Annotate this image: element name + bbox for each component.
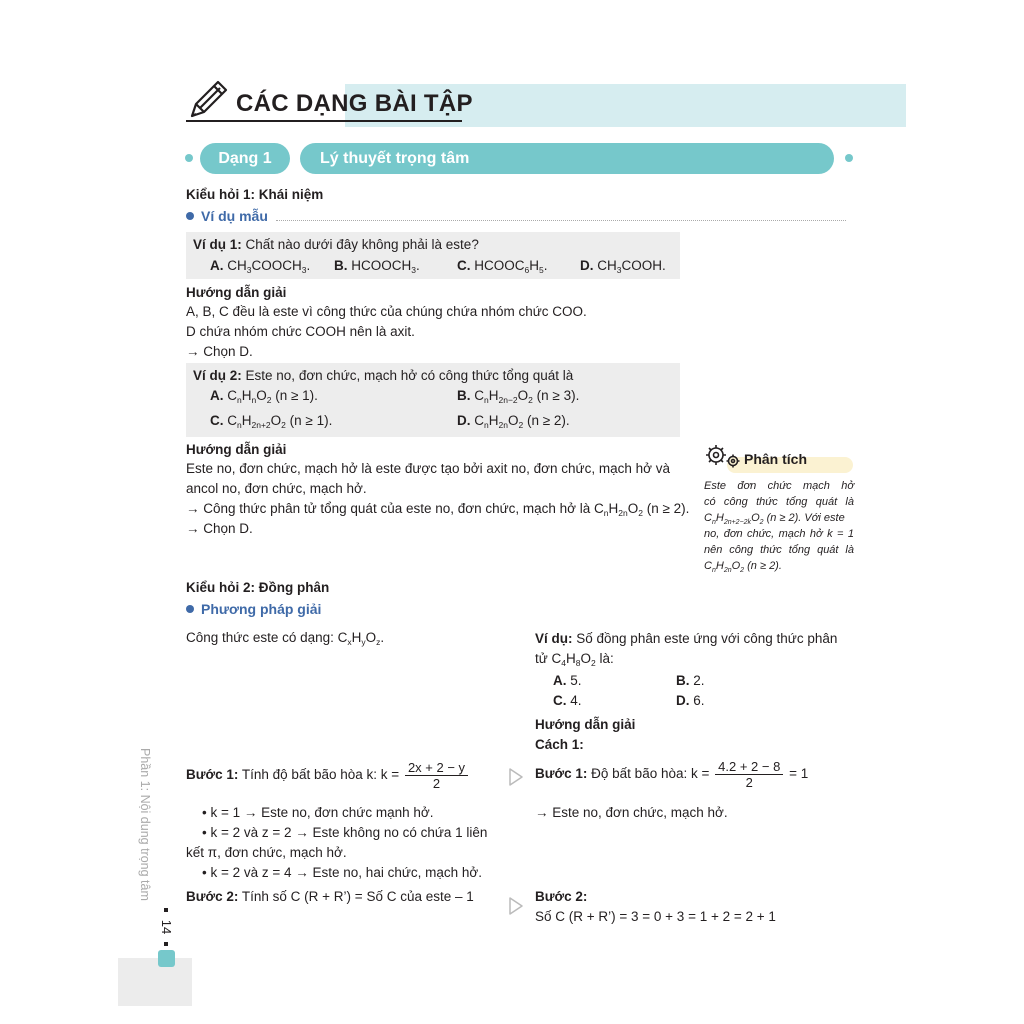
example2-option-b <box>457 387 579 405</box>
page-tab-square <box>158 950 175 967</box>
formula-part: O <box>507 413 519 428</box>
solution1-line: → Chọn D. <box>186 344 253 359</box>
formula-sub: 2 <box>638 508 643 518</box>
option-key: C. <box>210 413 224 428</box>
analysis-body <box>704 478 854 574</box>
formula-part: C <box>474 413 485 428</box>
formula-sub: z <box>376 637 381 647</box>
formula-part: H <box>488 413 499 428</box>
solution2-line: Este no, đơn chức, mạch hở là este được tạo bởi axit no, đơn chức, mạch hở và <box>186 461 670 476</box>
formula-part: O <box>731 560 741 572</box>
formula-sub: y <box>361 637 366 647</box>
formula-part: C <box>474 388 485 403</box>
formula-part: O <box>256 388 267 403</box>
analysis-line <box>704 510 854 526</box>
formula-sub: 2 <box>518 420 524 430</box>
example1-option-a <box>210 257 310 275</box>
analysis-title: Phân tích <box>744 451 808 467</box>
side-label <box>134 748 152 968</box>
example3-option-d <box>676 692 705 710</box>
formula-sub: n <box>251 395 257 405</box>
formula-part: H <box>608 501 619 516</box>
formula-part: là: <box>595 651 614 666</box>
formula-part: H <box>715 512 724 524</box>
formula-part: . <box>543 258 548 273</box>
solution2-heading: Hướng dẫn giải <box>186 442 287 457</box>
formula-sub: 2 <box>740 567 745 574</box>
section-title: Lý thuyết trọng tâm <box>320 150 470 167</box>
formula-part: H <box>241 413 252 428</box>
formula-part: (n ≥ 1). <box>271 388 318 403</box>
formula-sub: n <box>711 567 716 574</box>
k-equals: k = <box>691 766 710 782</box>
solution2-line <box>186 500 689 518</box>
fraction-numerator: 2x + 2 − y <box>405 760 468 776</box>
method-heading-label: Phương pháp giải <box>201 601 322 617</box>
example2-label: Ví dụ 2: <box>193 368 242 383</box>
section-dot-left <box>185 154 193 162</box>
option-key: B. <box>676 673 690 688</box>
formula-part: O <box>627 501 639 516</box>
formula-sub: 2 <box>281 420 286 430</box>
formula-part: (n ≥ 1). <box>285 413 333 428</box>
example1-question <box>193 236 479 254</box>
analysis-line: no, đơn chức, mạch hở k = 1 <box>704 528 854 540</box>
example2-option-a <box>210 387 318 405</box>
formula-part: O <box>517 388 529 403</box>
solution1-line: A, B, C đều là este vì công thức của chúng chứa nhóm chức COO. <box>186 304 587 319</box>
example3-method: Cách 1: <box>535 737 584 752</box>
example2-option-c <box>210 412 332 430</box>
title-underline <box>186 120 462 122</box>
play-arrow-icon <box>508 897 524 915</box>
pencil-icon <box>186 78 230 122</box>
step-text: Độ bất bão hòa: <box>591 766 688 782</box>
play-arrow-icon <box>508 768 524 786</box>
formula-part: . <box>380 630 385 645</box>
step-text: Tính số C (R + R’) = Số C của este – 1 <box>241 889 474 904</box>
formula-part: O <box>580 651 592 666</box>
formula-sub: 2n <box>618 508 628 518</box>
example3-option-b <box>676 672 705 690</box>
example3-step1 <box>535 759 808 790</box>
formula-sub: n <box>711 519 716 526</box>
analysis-line: Este đơn chức mạch hở <box>704 480 854 492</box>
formula-part: H <box>529 258 539 273</box>
section-title-bar <box>300 143 834 174</box>
fraction-denominator: 2 <box>432 776 441 791</box>
example3-label: Ví dụ: <box>535 631 573 646</box>
example2-option-d <box>457 412 570 430</box>
formula-part: CH <box>227 258 247 273</box>
section-tag <box>200 143 290 174</box>
formula-part: (n ≥ 2). <box>643 501 690 516</box>
step1-bullet: • k = 2 và z = 4 → Este no, hai chức, mạch hở. <box>202 865 482 880</box>
page-number: 14 <box>159 919 174 935</box>
formula-sub: 2n−2 <box>498 395 518 405</box>
formula-sub: 5 <box>539 265 544 275</box>
formula-sub: n <box>484 420 489 430</box>
formula-sub: n <box>484 395 489 405</box>
example2-question <box>193 367 573 385</box>
option-key: D. <box>580 258 594 273</box>
formula-part: COOCH <box>251 258 302 273</box>
option-key: B. <box>457 388 471 403</box>
option-key: D. <box>676 693 690 708</box>
ester-formula <box>186 629 384 647</box>
k-fraction <box>715 759 783 790</box>
option-key: B. <box>334 258 348 273</box>
formula-sub: 8 <box>575 658 581 668</box>
kieu1-title: Kiểu hỏi 1: Khái niệm <box>186 187 324 202</box>
bullet-dot <box>186 212 194 220</box>
footer-tab <box>118 958 192 1006</box>
k-result: = 1 <box>789 766 809 782</box>
fraction-numerator: 4.2 + 2 − 8 <box>715 759 783 775</box>
formula-sub: n <box>237 420 242 430</box>
method-heading <box>186 600 321 619</box>
formula-sub: 2n+2 <box>251 420 271 430</box>
page-title: CÁC DẠNG BÀI TẬP <box>236 90 473 117</box>
step-label: Bước 2: <box>186 889 239 904</box>
formula-part: C <box>704 560 712 572</box>
formula-part: tử C <box>535 651 562 666</box>
formula-part: C <box>227 388 238 403</box>
option-key: A. <box>553 673 567 688</box>
formula-part: HCOOCH <box>351 258 412 273</box>
example1-text: Chất nào dưới đây không phải là este? <box>245 237 479 252</box>
option-value: 5. <box>570 673 582 688</box>
formula-sub: 3 <box>246 265 252 275</box>
step1-bullet: kết π, đơn chức, mạch hở. <box>186 845 347 860</box>
step-text: Tính độ bất bão hòa k: <box>241 767 378 783</box>
option-key: C. <box>457 258 471 273</box>
formula-part: C <box>227 413 238 428</box>
step1-bullet: • k = 1 → Este no, đơn chức mạnh hở. <box>202 805 434 820</box>
formula-sub: n <box>237 395 242 405</box>
example-heading-label: Ví dụ mẫu <box>201 208 268 224</box>
example3-question-line2 <box>535 650 614 668</box>
formula-part: CH <box>597 258 617 273</box>
formula-sub: 6 <box>524 265 530 275</box>
formula-part: (n ≥ 2). Với este <box>763 512 845 524</box>
formula-part: HCOOC <box>474 258 525 273</box>
gears-icon <box>703 442 743 470</box>
option-key: C. <box>553 693 567 708</box>
formula-part: O <box>365 630 377 645</box>
formula-part: H <box>488 388 499 403</box>
side-label-text: Phần 1: Nội dung trọng tâm <box>138 748 152 901</box>
example3-option-a <box>553 672 582 690</box>
formula-sub: 3 <box>411 265 416 275</box>
example1-label: Ví dụ 1: <box>193 237 242 252</box>
formula-sub: 3 <box>616 265 622 275</box>
example3-step2-label: Bước 2: <box>535 889 588 904</box>
formula-sub: x <box>347 637 352 647</box>
square-dot <box>164 942 168 946</box>
example-heading <box>186 207 268 226</box>
example3-text: Số đồng phân este ứng với công thức phân <box>576 631 838 646</box>
option-value: 4. <box>570 693 582 708</box>
formula-sub: 4 <box>561 658 567 668</box>
step2-left <box>186 888 474 906</box>
example2-text: Este no, đơn chức, mạch hở có công thức tổng quát là <box>245 368 574 383</box>
option-key: A. <box>210 388 224 403</box>
example3-step2-text: Số C (R + R’) = 3 = 0 + 3 = 1 + 2 = 2 + 1 <box>535 909 776 924</box>
example3-solution-heading: Hướng dẫn giải <box>535 717 636 732</box>
formula-part: H <box>241 388 252 403</box>
solution1-heading: Hướng dẫn giải <box>186 285 287 300</box>
formula-part: . <box>416 258 420 273</box>
step1-bullet: • k = 2 và z = 2 → Este không no có chứa 1 liên <box>202 825 488 840</box>
formula-part: COOH. <box>621 258 666 273</box>
formula-part: . <box>306 258 311 273</box>
section-dot-right <box>845 154 853 162</box>
formula-part: → Công thức phân tử tổng quát của este no, đơn chức, mạch hở là C <box>186 501 604 516</box>
formula-sub: 2n+2−2k <box>723 519 752 526</box>
fraction-denominator: 2 <box>745 775 753 790</box>
section-tag-label: Dạng 1 <box>218 150 272 167</box>
example3-option-c <box>553 692 582 710</box>
page-number-marker <box>158 908 174 948</box>
k-equals: k = <box>380 767 400 783</box>
formula-part: C <box>704 512 712 524</box>
formula-part: H <box>566 651 576 666</box>
formula-part: O <box>270 413 282 428</box>
step1-left <box>186 760 470 791</box>
analysis-line <box>704 558 854 574</box>
formula-sub: 3 <box>301 265 307 275</box>
kieu2-title: Kiểu hỏi 2: Đồng phân <box>186 580 330 595</box>
formula-sub: 2 <box>591 658 596 668</box>
example1-option-b <box>334 257 420 275</box>
option-key: D. <box>457 413 471 428</box>
analysis-line: nên công thức tổng quát là <box>704 544 854 556</box>
square-dot <box>164 908 168 912</box>
formula-sub: 2n <box>723 567 732 574</box>
formula-sub: 2 <box>266 395 272 405</box>
formula-sub: n <box>603 508 609 518</box>
formula-part: (n ≥ 2). <box>523 413 570 428</box>
example3-question <box>535 630 837 648</box>
formula-part: (n ≥ 2). <box>744 560 782 572</box>
k-fraction <box>405 760 468 791</box>
option-value: 2. <box>693 673 705 688</box>
solution2-line: ancol no, đơn chức, mạch hở. <box>186 481 367 496</box>
bullet-dot <box>186 605 194 613</box>
analysis-line: có công thức tổng quát là <box>704 496 854 508</box>
option-key: A. <box>210 258 224 273</box>
formula-sub: 2 <box>759 519 764 526</box>
formula-part: (n ≥ 3). <box>532 388 580 403</box>
formula-part: H <box>715 560 724 572</box>
example1-option-c <box>457 257 548 275</box>
step-label: Bước 1: <box>535 766 588 782</box>
formula-sub: 2n <box>498 420 508 430</box>
example3-step1-conclusion: → Este no, đơn chức, mạch hở. <box>535 805 728 820</box>
formula-part: H <box>351 630 362 645</box>
solution1-line: D chứa nhóm chức COOH nên là axit. <box>186 324 415 339</box>
step-label: Bước 1: <box>186 767 239 783</box>
formula-sub: 2 <box>528 395 533 405</box>
solution2-line: → Chọn D. <box>186 521 253 536</box>
option-value: 6. <box>693 693 705 708</box>
example1-option-d <box>580 257 666 275</box>
formula-part: O <box>751 512 760 524</box>
formula-part: Công thức este có dạng: C <box>186 630 348 645</box>
dotted-divider <box>276 220 846 221</box>
